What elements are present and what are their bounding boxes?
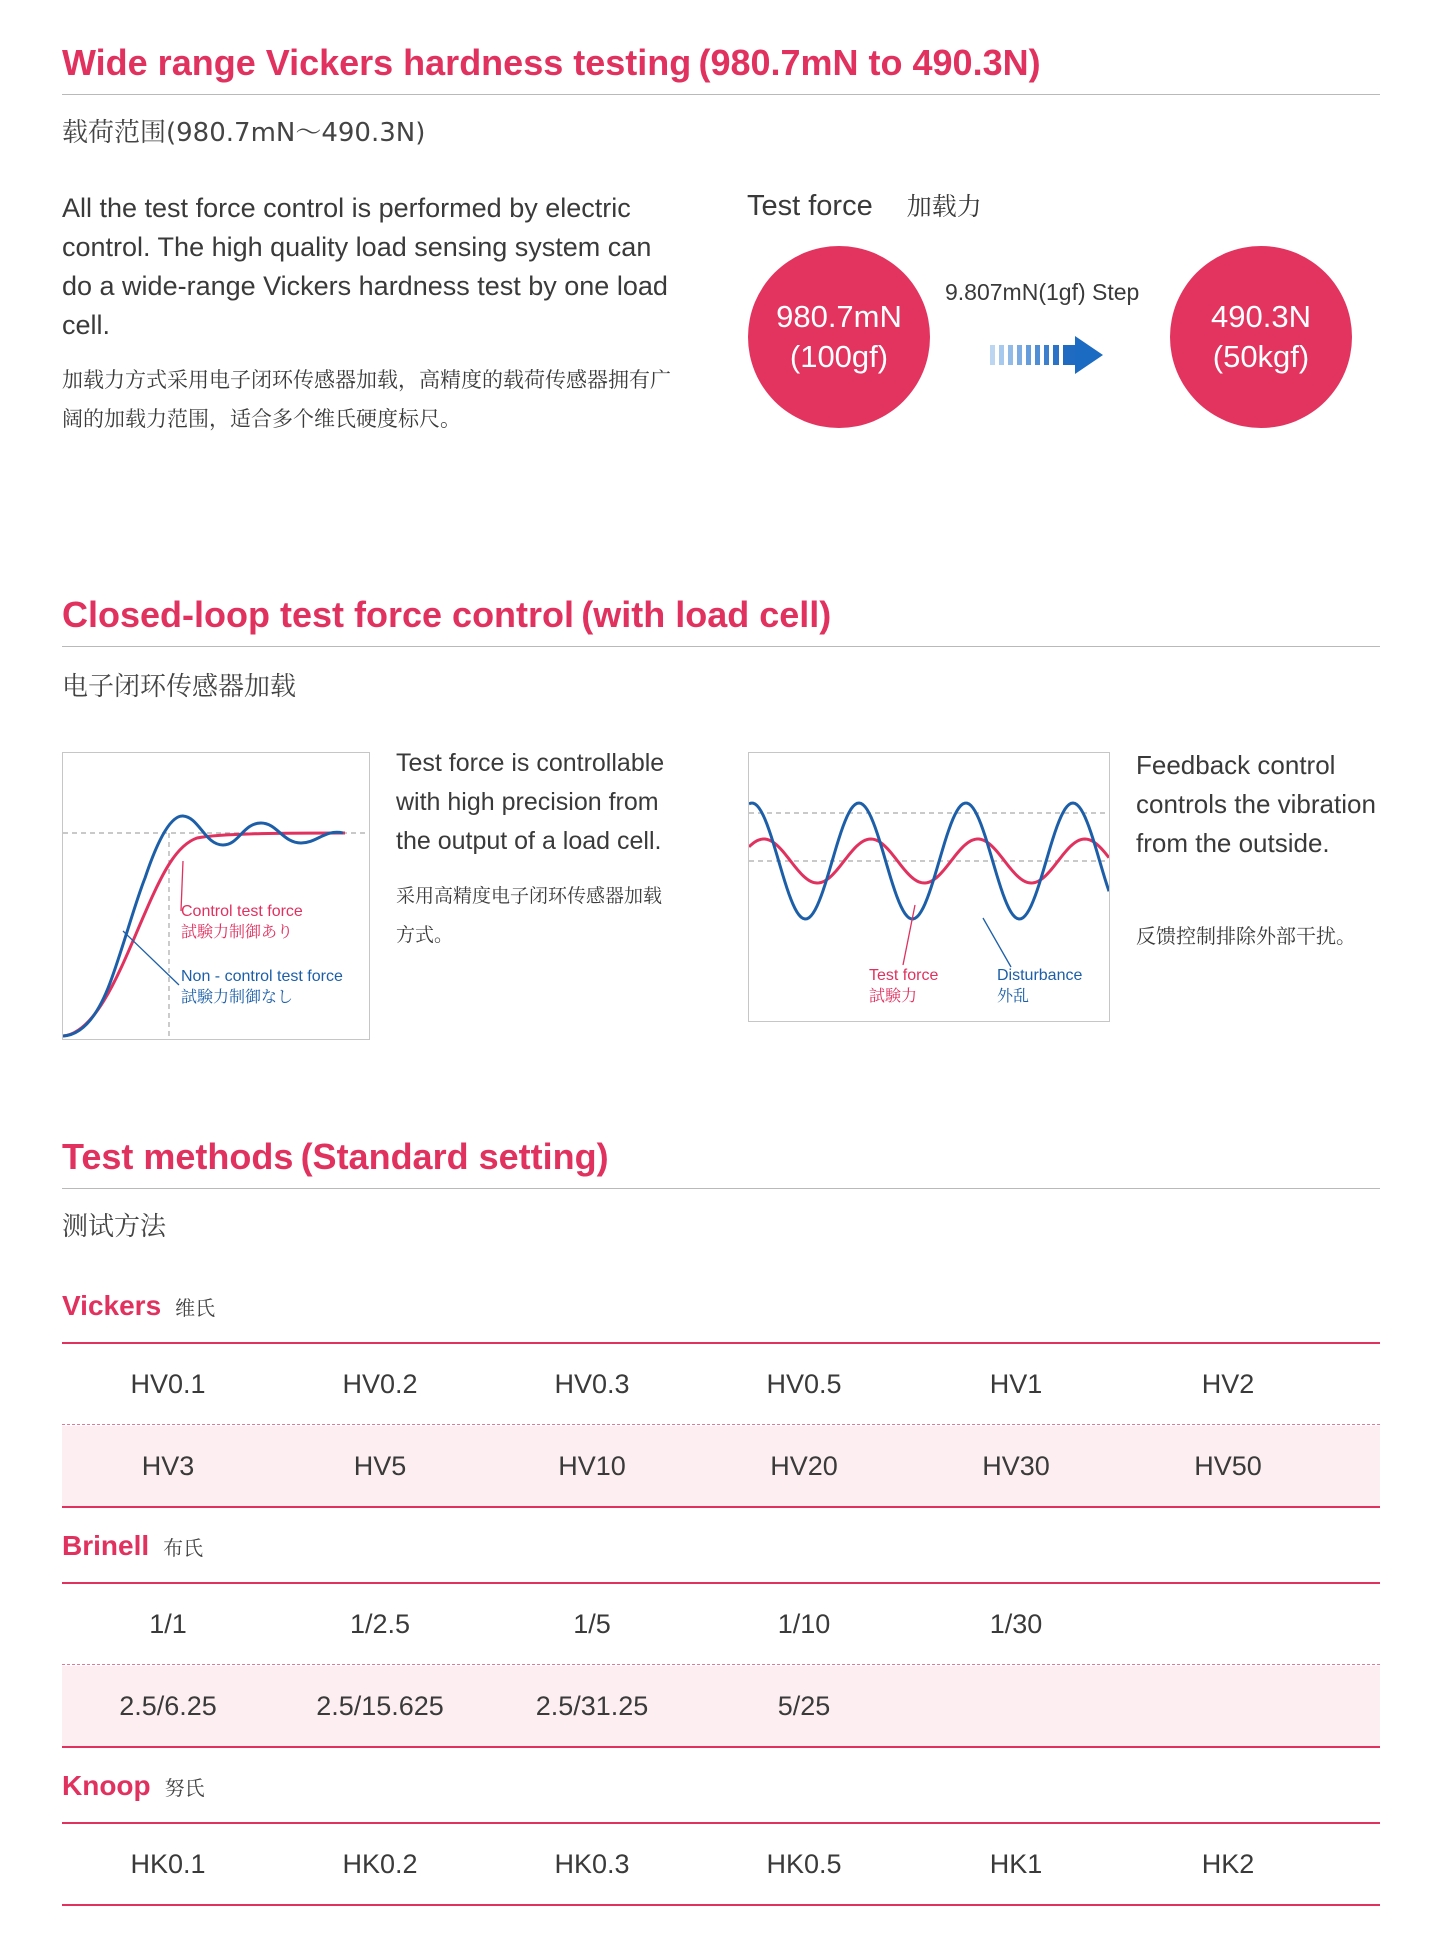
- brinell-row-1: [62, 1584, 1380, 1664]
- group-divider: [62, 1746, 1380, 1748]
- method-cell: HK2: [1201, 1849, 1255, 1879]
- method-cell: HV0.5: [766, 1369, 842, 1399]
- test-force-label: Test force: [747, 190, 873, 222]
- section-subtitle-cn: 电子闭环传感器加载: [62, 672, 297, 702]
- section-subtitle-cn: 载荷范围(980.7mN～490.3N): [62, 118, 426, 148]
- row-divider: [62, 1664, 1380, 1665]
- method-cell: 1/30: [989, 1609, 1043, 1639]
- vickers-row-2: [62, 1426, 1380, 1506]
- test-force-wave-label: Test force 試験力: [869, 967, 939, 1005]
- section-divider: [62, 94, 1380, 95]
- load-cell-description-en: Test force is controllable with high precision from the output of a load cell.: [396, 749, 665, 855]
- knoop-row-1: [62, 1824, 1380, 1904]
- section-subtitle-cn: 测试方法: [62, 1212, 167, 1242]
- method-cell: HV30: [982, 1451, 1050, 1481]
- load-cell-description-cn: 采用高精度电子闭环传感器加载方式。: [396, 885, 663, 946]
- step-arrow-icon: [990, 335, 1112, 377]
- method-cell: HV1: [989, 1369, 1043, 1399]
- method-cell: 2.5/15.625: [316, 1691, 444, 1721]
- method-cell: [910, 1666, 1122, 1746]
- method-cell: 1/5: [573, 1609, 611, 1639]
- method-cell: HK0.5: [766, 1849, 842, 1879]
- step-label: 9.807mN(1gf) Step: [945, 279, 1140, 305]
- method-cell: HV10: [558, 1451, 626, 1481]
- method-cell: 2.5/6.25: [119, 1691, 217, 1721]
- method-cell: HK0.3: [554, 1849, 630, 1879]
- section-divider: [62, 1188, 1380, 1189]
- max-force-circle: [1170, 246, 1352, 428]
- method-cell: HK0.1: [130, 1849, 206, 1879]
- section-divider: [62, 646, 1380, 647]
- method-cell: HV2: [1201, 1369, 1255, 1399]
- method-cell: HV3: [141, 1451, 195, 1481]
- method-cell: HV0.3: [554, 1369, 630, 1399]
- method-cell: 1/2.5: [349, 1609, 411, 1639]
- min-force-value: 980.7mN: [776, 299, 902, 334]
- intro-paragraph-en: All the test force control is performed by electric control. The high quality load sensing system can do a wide-range Vickers hardness test by one load cell.: [62, 193, 668, 340]
- method-cell: HV0.1: [130, 1369, 206, 1399]
- method-cell: 1/10: [777, 1609, 831, 1639]
- group-divider: [62, 1904, 1380, 1906]
- min-force-circle: [748, 246, 930, 428]
- feedback-description-cn: 反馈控制排除外部干扰。: [1136, 924, 1356, 948]
- test-force-heading: [747, 187, 982, 223]
- method-cell: 2.5/31.25: [535, 1691, 649, 1721]
- intro-paragraph-cn: 加载力方式采用电子闭环传感器加载，高精度的载荷传感器拥有广阔的加载力范围，适合多个维氏硬度标尺。: [62, 368, 671, 431]
- method-cell: 5/25: [777, 1691, 831, 1721]
- non-control-test-force-label: Non - control test force 試験力制御なし: [181, 968, 343, 1006]
- max-force-kgf: (50kgf): [1212, 339, 1310, 374]
- control-test-force-label: Control test force 試験力制御あり: [181, 903, 303, 941]
- section-title-test-methods: Test methods (Standard setting): [62, 1136, 609, 1177]
- method-cell: 1/1: [149, 1609, 187, 1639]
- method-cell: HK0.2: [342, 1849, 418, 1879]
- method-cell: HV50: [1194, 1451, 1262, 1481]
- min-force-gf: (100gf): [789, 339, 889, 374]
- method-cell: HV0.2: [342, 1369, 418, 1399]
- method-cell: HV5: [353, 1451, 407, 1481]
- row-divider: [62, 1424, 1380, 1425]
- vickers-row-1: [62, 1344, 1380, 1424]
- control-response-graph: [62, 752, 370, 1040]
- method-cell: [1122, 1584, 1334, 1664]
- disturbance-graph: [748, 752, 1110, 1022]
- section-title-closed-loop: Closed-loop test force control (with load cell): [62, 594, 832, 635]
- group-divider: [62, 1506, 1380, 1508]
- max-force-value: 490.3N: [1211, 299, 1311, 334]
- method-cell: HV20: [770, 1451, 838, 1481]
- feedback-description-en: Feedback control controls the vibration from the outside.: [1136, 750, 1376, 858]
- vickers-group-title: Vickers 维氏: [62, 1290, 216, 1321]
- brinell-group-title: Brinell 布氏: [62, 1530, 204, 1561]
- method-cell: HK1: [989, 1849, 1043, 1879]
- disturbance-wave-label: Disturbance 外乱: [997, 967, 1083, 1005]
- test-force-label-cn: 加载力: [906, 192, 982, 221]
- knoop-group-title: Knoop 努氏: [62, 1770, 205, 1801]
- section-title-wide-range: Wide range Vickers hardness testing (980.7mN to 490.3N): [62, 42, 1041, 83]
- method-cell: [1122, 1666, 1334, 1746]
- brinell-row-2: [62, 1666, 1380, 1746]
